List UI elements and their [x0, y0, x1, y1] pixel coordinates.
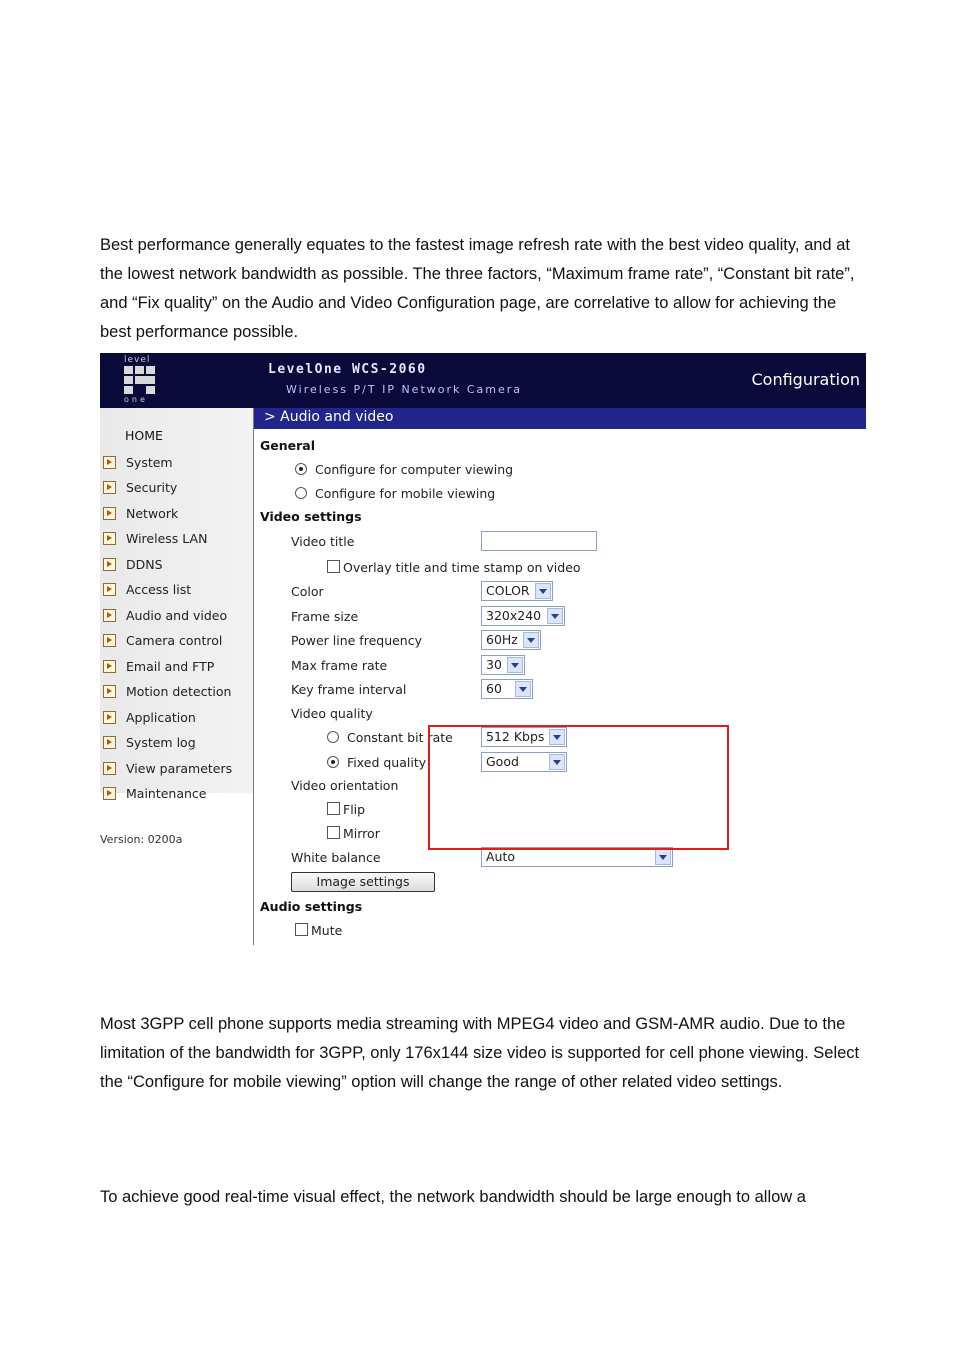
- radio-selected-icon: [295, 463, 307, 475]
- audio-settings-heading: Audio settings: [260, 899, 363, 914]
- camera-config-screenshot: [100, 353, 866, 945]
- sidebar-item-ddns[interactable]: DDNS: [103, 554, 163, 574]
- sidebar-item-email-ftp[interactable]: Email and FTP: [103, 656, 214, 676]
- arrow-icon: [103, 507, 116, 520]
- page-title: > Audio and video: [264, 409, 394, 425]
- arrow-icon: [103, 787, 116, 800]
- power-line-select[interactable]: 60Hz: [481, 630, 541, 650]
- video-quality-label: Video quality: [291, 706, 373, 721]
- color-select[interactable]: COLOR: [481, 581, 553, 601]
- radio-icon: [327, 731, 339, 743]
- mute-checkbox[interactable]: Mute: [295, 923, 342, 938]
- checkbox-icon: [327, 826, 340, 839]
- sidebar-item-application[interactable]: Application: [103, 707, 196, 727]
- color-label: Color: [291, 584, 324, 599]
- arrow-icon: [103, 583, 116, 596]
- image-settings-button[interactable]: Image settings: [291, 872, 435, 892]
- sidebar-item-network[interactable]: Network: [103, 503, 178, 523]
- arrow-icon: [103, 685, 116, 698]
- chevron-down-icon: [523, 632, 539, 648]
- frame-size-label: Frame size: [291, 609, 359, 624]
- highlight-box: [428, 725, 729, 850]
- flip-checkbox[interactable]: Flip: [327, 802, 365, 817]
- video-title-label: Video title: [291, 534, 355, 549]
- arrow-icon: [103, 762, 116, 775]
- page-title-bar: [254, 408, 866, 429]
- product-name: LevelOne WCS-2060: [268, 362, 427, 377]
- product-description: Wireless P/T IP Network Camera: [286, 383, 523, 396]
- key-frame-select[interactable]: 60: [481, 679, 533, 699]
- sidebar-item-home[interactable]: HOME: [125, 428, 163, 443]
- checkbox-icon: [327, 802, 340, 815]
- sidebar-item-security[interactable]: Security: [103, 477, 177, 497]
- sidebar-item-view-parameters[interactable]: View parameters: [103, 758, 232, 778]
- arrow-icon: [103, 634, 116, 647]
- chevron-down-icon: [655, 849, 671, 865]
- white-balance-select[interactable]: Auto: [481, 847, 673, 867]
- general-heading: General: [260, 438, 315, 453]
- max-frame-rate-label: Max frame rate: [291, 658, 388, 673]
- constant-bit-rate-option[interactable]: Constant bit rate: [327, 730, 453, 745]
- video-settings-heading: Video settings: [260, 509, 362, 524]
- settings-panel: [254, 429, 866, 945]
- intro-paragraph: Best performance generally equates to the fastest image refresh rate with the best video quality, and at the lowest network bandwidth as possible. The three factors, “Maximum frame rate”, “Constant bit rate”, and “Fix quality” on the Audio and Video Configuration page, are correlative to allow for achieving the best performance possible.: [100, 236, 855, 341]
- sidebar-item-access-list[interactable]: Access list: [103, 579, 191, 599]
- max-frame-rate-select[interactable]: 30: [481, 655, 525, 675]
- checkbox-icon: [327, 560, 340, 573]
- sidebar-item-audio-video[interactable]: Audio and video: [103, 605, 227, 625]
- sidebar-nav: [100, 408, 254, 945]
- arrow-icon: [103, 609, 116, 622]
- levelone-logo: level one: [121, 355, 161, 405]
- mobile-viewing-option[interactable]: Configure for mobile viewing: [295, 486, 495, 501]
- sidebar-item-camera-control[interactable]: Camera control: [103, 630, 222, 650]
- arrow-icon: [103, 660, 116, 673]
- fixed-quality-option[interactable]: Fixed quality: [327, 755, 426, 770]
- overlay-checkbox[interactable]: Overlay title and time stamp on video: [327, 560, 581, 575]
- chevron-down-icon: [507, 657, 523, 673]
- chevron-down-icon: [515, 681, 531, 697]
- configuration-title: Configuration: [751, 370, 860, 389]
- mobile-paragraph: Most 3GPP cell phone supports media streaming with MPEG4 video and GSM-AMR audio. Due to the limitation of the bandwidth for 3GPP, only 176x144 size video is supported for cell phone viewing. Select the “Configure for mobile viewing” option will change the range of other related video settings.: [100, 1015, 860, 1091]
- header-banner: [100, 353, 866, 408]
- fixed-quality-select[interactable]: Good: [481, 752, 567, 772]
- arrow-icon: [103, 736, 116, 749]
- video-orientation-label: Video orientation: [291, 778, 399, 793]
- checkbox-icon: [295, 923, 308, 936]
- frame-size-select[interactable]: 320x240: [481, 606, 565, 626]
- radio-icon: [295, 487, 307, 499]
- sidebar-item-system[interactable]: System: [103, 452, 173, 472]
- radio-selected-icon: [327, 756, 339, 768]
- computer-viewing-option[interactable]: Configure for computer viewing: [295, 462, 513, 477]
- sidebar-item-motion-detection[interactable]: Motion detection: [103, 681, 231, 701]
- key-frame-label: Key frame interval: [291, 682, 407, 697]
- arrow-icon: [103, 456, 116, 469]
- white-balance-label: White balance: [291, 850, 381, 865]
- sidebar-item-wireless-lan[interactable]: Wireless LAN: [103, 528, 207, 548]
- power-line-label: Power line frequency: [291, 633, 422, 648]
- bit-rate-select[interactable]: 512 Kbps: [481, 727, 567, 747]
- mirror-checkbox[interactable]: Mirror: [327, 826, 380, 841]
- arrow-icon: [103, 558, 116, 571]
- logo-grid-icon: [124, 366, 156, 394]
- bandwidth-paragraph: To achieve good real-time visual effect, the network bandwidth should be large enough to allow a: [100, 1188, 806, 1206]
- arrow-icon: [103, 532, 116, 545]
- arrow-icon: [103, 481, 116, 494]
- sidebar-item-maintenance[interactable]: Maintenance: [103, 783, 207, 803]
- arrow-icon: [103, 711, 116, 724]
- version-label: Version: 0200a: [100, 833, 183, 846]
- sidebar-item-system-log[interactable]: System log: [103, 732, 196, 752]
- chevron-down-icon: [547, 608, 563, 624]
- video-title-input[interactable]: [481, 531, 597, 551]
- chevron-down-icon: [535, 583, 551, 599]
